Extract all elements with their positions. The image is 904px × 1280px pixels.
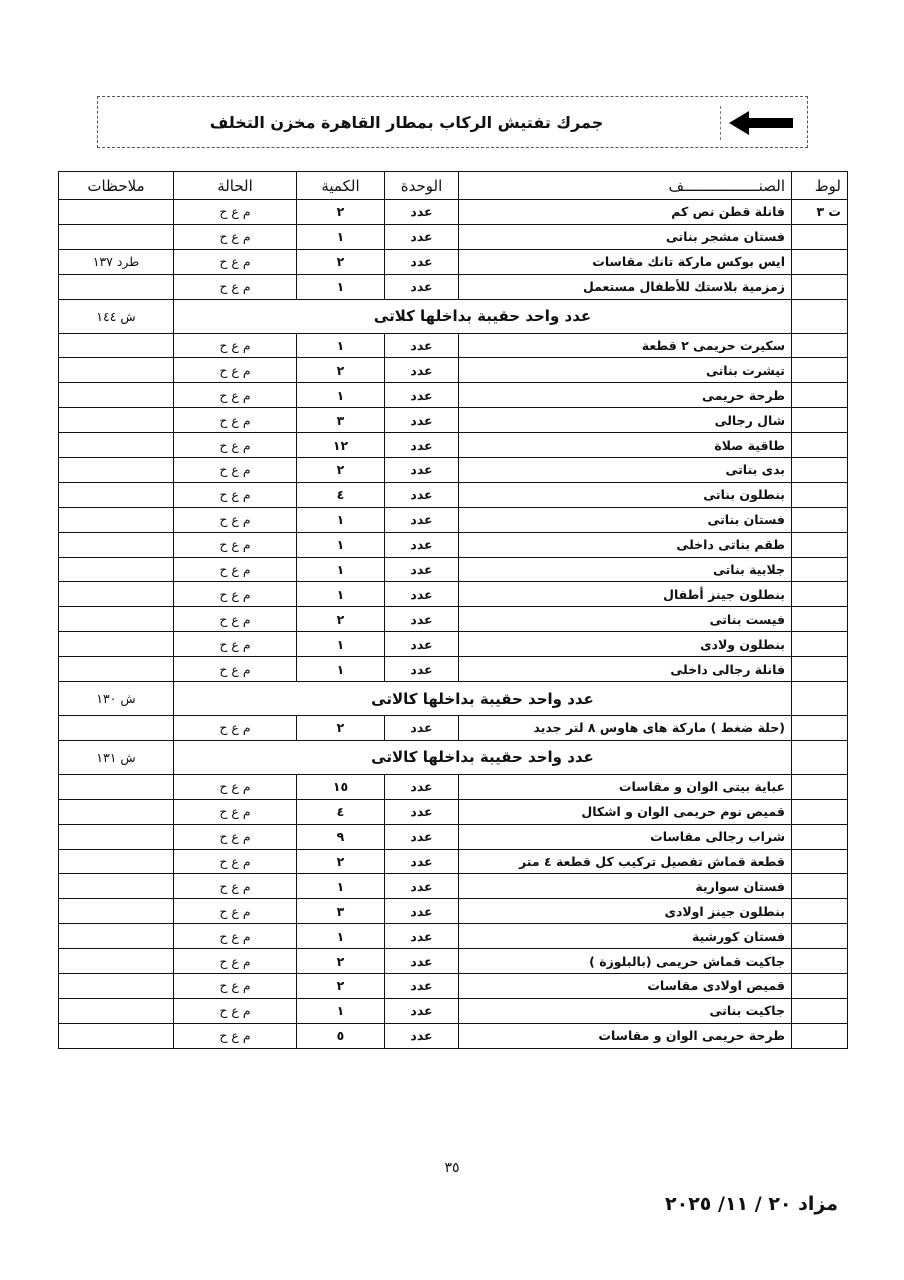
notes-cell xyxy=(59,657,174,682)
section-row xyxy=(59,682,848,716)
qty-cell: ٢ xyxy=(297,716,385,741)
unit-cell: عدد xyxy=(385,507,459,532)
notes-cell xyxy=(59,224,174,249)
status-cell: م ع ح xyxy=(174,200,297,225)
notes-cell xyxy=(59,1023,174,1048)
section-title: عدد واحد حقيبة بداخلها كلاتى xyxy=(174,299,792,333)
item-cell: ايس بوكس ماركة تانك مقاسات xyxy=(459,249,792,274)
column-header-lot: لوط xyxy=(792,172,848,200)
qty-cell: ١ xyxy=(297,657,385,682)
qty-cell: ١ xyxy=(297,998,385,1023)
item-cell: بنطلون جينز اولادى xyxy=(459,899,792,924)
notes-cell: ش ١٣١ xyxy=(59,740,174,774)
status-cell: م ع ح xyxy=(174,774,297,799)
lot-cell xyxy=(792,507,848,532)
table-row xyxy=(59,582,848,607)
notes-cell xyxy=(59,774,174,799)
unit-cell: عدد xyxy=(385,383,459,408)
item-cell: جاكيت بناتى xyxy=(459,998,792,1023)
notes-cell xyxy=(59,632,174,657)
unit-cell: عدد xyxy=(385,458,459,483)
unit-cell: عدد xyxy=(385,899,459,924)
item-cell: قميص نوم حريمى الوان و اشكال xyxy=(459,799,792,824)
lot-cell xyxy=(792,632,848,657)
status-cell: م ع ح xyxy=(174,433,297,458)
table-row xyxy=(59,383,848,408)
qty-cell: ٤ xyxy=(297,482,385,507)
lot-cell xyxy=(792,582,848,607)
notes-cell xyxy=(59,532,174,557)
qty-cell: ١ xyxy=(297,507,385,532)
column-header-notes: ملاحظات xyxy=(59,172,174,200)
table-row xyxy=(59,224,848,249)
notes-cell: ش ١٣٠ xyxy=(59,682,174,716)
table-header-row xyxy=(59,172,848,200)
notes-cell xyxy=(59,200,174,225)
qty-cell: ٢ xyxy=(297,358,385,383)
unit-cell: عدد xyxy=(385,274,459,299)
unit-cell: عدد xyxy=(385,249,459,274)
lot-cell xyxy=(792,974,848,999)
unit-cell: عدد xyxy=(385,333,459,358)
notes-cell xyxy=(59,557,174,582)
table-row xyxy=(59,799,848,824)
column-header-qty: الكمية xyxy=(297,172,385,200)
table-row xyxy=(59,458,848,483)
unit-cell: عدد xyxy=(385,998,459,1023)
qty-cell: ١ xyxy=(297,874,385,899)
table-body xyxy=(59,200,848,1049)
lot-cell xyxy=(792,899,848,924)
table-row xyxy=(59,358,848,383)
table-row xyxy=(59,974,848,999)
arrow-left-icon xyxy=(720,106,799,140)
item-cell: جلابية بناتى xyxy=(459,557,792,582)
unit-cell: عدد xyxy=(385,874,459,899)
qty-cell: ١٥ xyxy=(297,774,385,799)
unit-cell: عدد xyxy=(385,557,459,582)
unit-cell: عدد xyxy=(385,949,459,974)
table-row xyxy=(59,949,848,974)
table-row xyxy=(59,824,848,849)
notes-cell: ش ١٤٤ xyxy=(59,299,174,333)
unit-cell: عدد xyxy=(385,774,459,799)
notes-cell xyxy=(59,408,174,433)
notes-cell xyxy=(59,799,174,824)
notes-cell: طرد ١٣٧ xyxy=(59,249,174,274)
status-cell: م ع ح xyxy=(174,824,297,849)
notes-cell xyxy=(59,358,174,383)
table-row xyxy=(59,657,848,682)
section-row xyxy=(59,299,848,333)
unit-cell: عدد xyxy=(385,532,459,557)
lot-cell: ت ٣ xyxy=(792,200,848,225)
table-row xyxy=(59,408,848,433)
table-row xyxy=(59,557,848,582)
notes-cell xyxy=(59,716,174,741)
qty-cell: ١ xyxy=(297,557,385,582)
lot-cell xyxy=(792,682,848,716)
item-cell: فيست بناتى xyxy=(459,607,792,632)
notes-cell xyxy=(59,899,174,924)
notes-cell xyxy=(59,458,174,483)
lot-cell xyxy=(792,482,848,507)
lot-cell xyxy=(792,874,848,899)
status-cell: م ع ح xyxy=(174,949,297,974)
status-cell: م ع ح xyxy=(174,557,297,582)
unit-cell: عدد xyxy=(385,607,459,632)
table-row xyxy=(59,200,848,225)
status-cell: م ع ح xyxy=(174,632,297,657)
item-cell: شال رجالى xyxy=(459,408,792,433)
notes-cell xyxy=(59,333,174,358)
lot-cell xyxy=(792,998,848,1023)
item-cell: طاقية صلاة xyxy=(459,433,792,458)
section-title: عدد واحد حقيبة بداخلها كالاتى xyxy=(174,682,792,716)
lot-cell xyxy=(792,849,848,874)
table-row xyxy=(59,482,848,507)
status-cell: م ع ح xyxy=(174,408,297,433)
status-cell: م ع ح xyxy=(174,924,297,949)
unit-cell: عدد xyxy=(385,824,459,849)
item-cell: طرحة حريمى xyxy=(459,383,792,408)
inventory-table xyxy=(58,171,848,1049)
item-cell: عباية بيتى الوان و مقاسات xyxy=(459,774,792,799)
notes-cell xyxy=(59,874,174,899)
section-row xyxy=(59,740,848,774)
lot-cell xyxy=(792,458,848,483)
lot-cell xyxy=(792,249,848,274)
unit-cell: عدد xyxy=(385,408,459,433)
status-cell: م ع ح xyxy=(174,899,297,924)
unit-cell: عدد xyxy=(385,716,459,741)
lot-cell xyxy=(792,383,848,408)
unit-cell: عدد xyxy=(385,582,459,607)
qty-cell: ٤ xyxy=(297,799,385,824)
item-cell: طرحة حريمى الوان و مقاسات xyxy=(459,1023,792,1048)
item-cell: بدى بناتى xyxy=(459,458,792,483)
unit-cell: عدد xyxy=(385,358,459,383)
qty-cell: ٩ xyxy=(297,824,385,849)
lot-cell xyxy=(792,557,848,582)
table-row xyxy=(59,333,848,358)
status-cell: م ع ح xyxy=(174,799,297,824)
item-cell: تيشرت بناتى xyxy=(459,358,792,383)
table-row xyxy=(59,433,848,458)
unit-cell: عدد xyxy=(385,433,459,458)
notes-cell xyxy=(59,582,174,607)
item-cell: فستان سوارية xyxy=(459,874,792,899)
item-cell: زمزمية بلاستك للأطفال مستعمل xyxy=(459,274,792,299)
unit-cell: عدد xyxy=(385,632,459,657)
qty-cell: ١ xyxy=(297,632,385,657)
section-title: عدد واحد حقيبة بداخلها كالاتى xyxy=(174,740,792,774)
notes-cell xyxy=(59,433,174,458)
qty-cell: ١ xyxy=(297,924,385,949)
notes-cell xyxy=(59,482,174,507)
item-cell: بنطلون جينز أطفال xyxy=(459,582,792,607)
qty-cell: ٥ xyxy=(297,1023,385,1048)
item-cell: فانلة قطن نص كم xyxy=(459,200,792,225)
qty-cell: ٢ xyxy=(297,607,385,632)
qty-cell: ٣ xyxy=(297,899,385,924)
item-cell: سكيرت حريمى ٢ قطعة xyxy=(459,333,792,358)
qty-cell: ١ xyxy=(297,274,385,299)
status-cell: م ع ح xyxy=(174,974,297,999)
lot-cell xyxy=(792,716,848,741)
table-row xyxy=(59,874,848,899)
table-row xyxy=(59,249,848,274)
status-cell: م ع ح xyxy=(174,1023,297,1048)
status-cell: م ع ح xyxy=(174,507,297,532)
item-cell: فانلة رجالى داخلى xyxy=(459,657,792,682)
lot-cell xyxy=(792,532,848,557)
qty-cell: ٢ xyxy=(297,849,385,874)
unit-cell: عدد xyxy=(385,1023,459,1048)
status-cell: م ع ح xyxy=(174,358,297,383)
table-row xyxy=(59,849,848,874)
unit-cell: عدد xyxy=(385,657,459,682)
qty-cell: ٣ xyxy=(297,408,385,433)
lot-cell xyxy=(792,433,848,458)
item-cell: جاكيت قماش حريمى (بالبلوزة ) xyxy=(459,949,792,974)
table-row xyxy=(59,924,848,949)
table-row xyxy=(59,532,848,557)
item-cell: فستان بناتى xyxy=(459,507,792,532)
unit-cell: عدد xyxy=(385,200,459,225)
status-cell: م ع ح xyxy=(174,274,297,299)
table-row xyxy=(59,716,848,741)
status-cell: م ع ح xyxy=(174,532,297,557)
lot-cell xyxy=(792,333,848,358)
item-cell: (حلة ضغط ) ماركة هاى هاوس ٨ لتر جديد xyxy=(459,716,792,741)
lot-cell xyxy=(792,924,848,949)
item-cell: فستان كورشية xyxy=(459,924,792,949)
table-row xyxy=(59,998,848,1023)
table-row xyxy=(59,607,848,632)
column-header-unit: الوحدة xyxy=(385,172,459,200)
lot-cell xyxy=(792,657,848,682)
notes-cell xyxy=(59,607,174,632)
lot-cell xyxy=(792,358,848,383)
status-cell: م ع ح xyxy=(174,657,297,682)
notes-cell xyxy=(59,998,174,1023)
qty-cell: ١ xyxy=(297,582,385,607)
item-cell: قطعة قماش تفصيل تركيب كل قطعة ٤ متر xyxy=(459,849,792,874)
header-box xyxy=(97,96,808,148)
page-title: جمرك تفتيش الركاب بمطار القاهرة مخزن التخلف xyxy=(209,112,604,132)
status-cell: م ع ح xyxy=(174,716,297,741)
unit-cell: عدد xyxy=(385,974,459,999)
notes-cell xyxy=(59,949,174,974)
notes-cell xyxy=(59,274,174,299)
qty-cell: ٢ xyxy=(297,458,385,483)
qty-cell: ٢ xyxy=(297,200,385,225)
notes-cell xyxy=(59,507,174,532)
status-cell: م ع ح xyxy=(174,333,297,358)
qty-cell: ١ xyxy=(297,532,385,557)
notes-cell xyxy=(59,974,174,999)
qty-cell: ٢ xyxy=(297,949,385,974)
table-row xyxy=(59,274,848,299)
status-cell: م ع ح xyxy=(174,458,297,483)
table-row xyxy=(59,899,848,924)
item-cell: بنطلون بناتى xyxy=(459,482,792,507)
unit-cell: عدد xyxy=(385,799,459,824)
lot-cell xyxy=(792,1023,848,1048)
column-header-item: الصنـــــــــــــــــف xyxy=(459,172,792,200)
column-header-status: الحالة xyxy=(174,172,297,200)
lot-cell xyxy=(792,824,848,849)
unit-cell: عدد xyxy=(385,924,459,949)
status-cell: م ع ح xyxy=(174,582,297,607)
notes-cell xyxy=(59,924,174,949)
page-number: ٣٥ xyxy=(444,1160,460,1176)
status-cell: م ع ح xyxy=(174,224,297,249)
item-cell: طقم بناتى داخلى xyxy=(459,532,792,557)
item-cell: شراب رجالى مقاسات xyxy=(459,824,792,849)
unit-cell: عدد xyxy=(385,849,459,874)
lot-cell xyxy=(792,740,848,774)
notes-cell xyxy=(59,824,174,849)
table-row xyxy=(59,1023,848,1048)
item-cell: قميص اولادى مقاسات xyxy=(459,974,792,999)
lot-cell xyxy=(792,224,848,249)
item-cell: فستان مشجر بناتى xyxy=(459,224,792,249)
lot-cell xyxy=(792,949,848,974)
qty-cell: ١٢ xyxy=(297,433,385,458)
table-row xyxy=(59,774,848,799)
status-cell: م ع ح xyxy=(174,482,297,507)
status-cell: م ع ح xyxy=(174,249,297,274)
qty-cell: ٢ xyxy=(297,249,385,274)
lot-cell xyxy=(792,299,848,333)
qty-cell: ١ xyxy=(297,224,385,249)
qty-cell: ١ xyxy=(297,383,385,408)
unit-cell: عدد xyxy=(385,224,459,249)
notes-cell xyxy=(59,849,174,874)
lot-cell xyxy=(792,274,848,299)
lot-cell xyxy=(792,799,848,824)
status-cell: م ع ح xyxy=(174,874,297,899)
status-cell: م ع ح xyxy=(174,998,297,1023)
lot-cell xyxy=(792,774,848,799)
status-cell: م ع ح xyxy=(174,383,297,408)
status-cell: م ع ح xyxy=(174,849,297,874)
status-cell: م ع ح xyxy=(174,607,297,632)
auction-date: مزاد ٢٠ / ١١/ ٢٠٢٥ xyxy=(665,1193,838,1215)
lot-cell xyxy=(792,607,848,632)
qty-cell: ١ xyxy=(297,333,385,358)
item-cell: بنطلون ولادى xyxy=(459,632,792,657)
table-row xyxy=(59,507,848,532)
lot-cell xyxy=(792,408,848,433)
table-row xyxy=(59,632,848,657)
qty-cell: ٢ xyxy=(297,974,385,999)
unit-cell: عدد xyxy=(385,482,459,507)
notes-cell xyxy=(59,383,174,408)
